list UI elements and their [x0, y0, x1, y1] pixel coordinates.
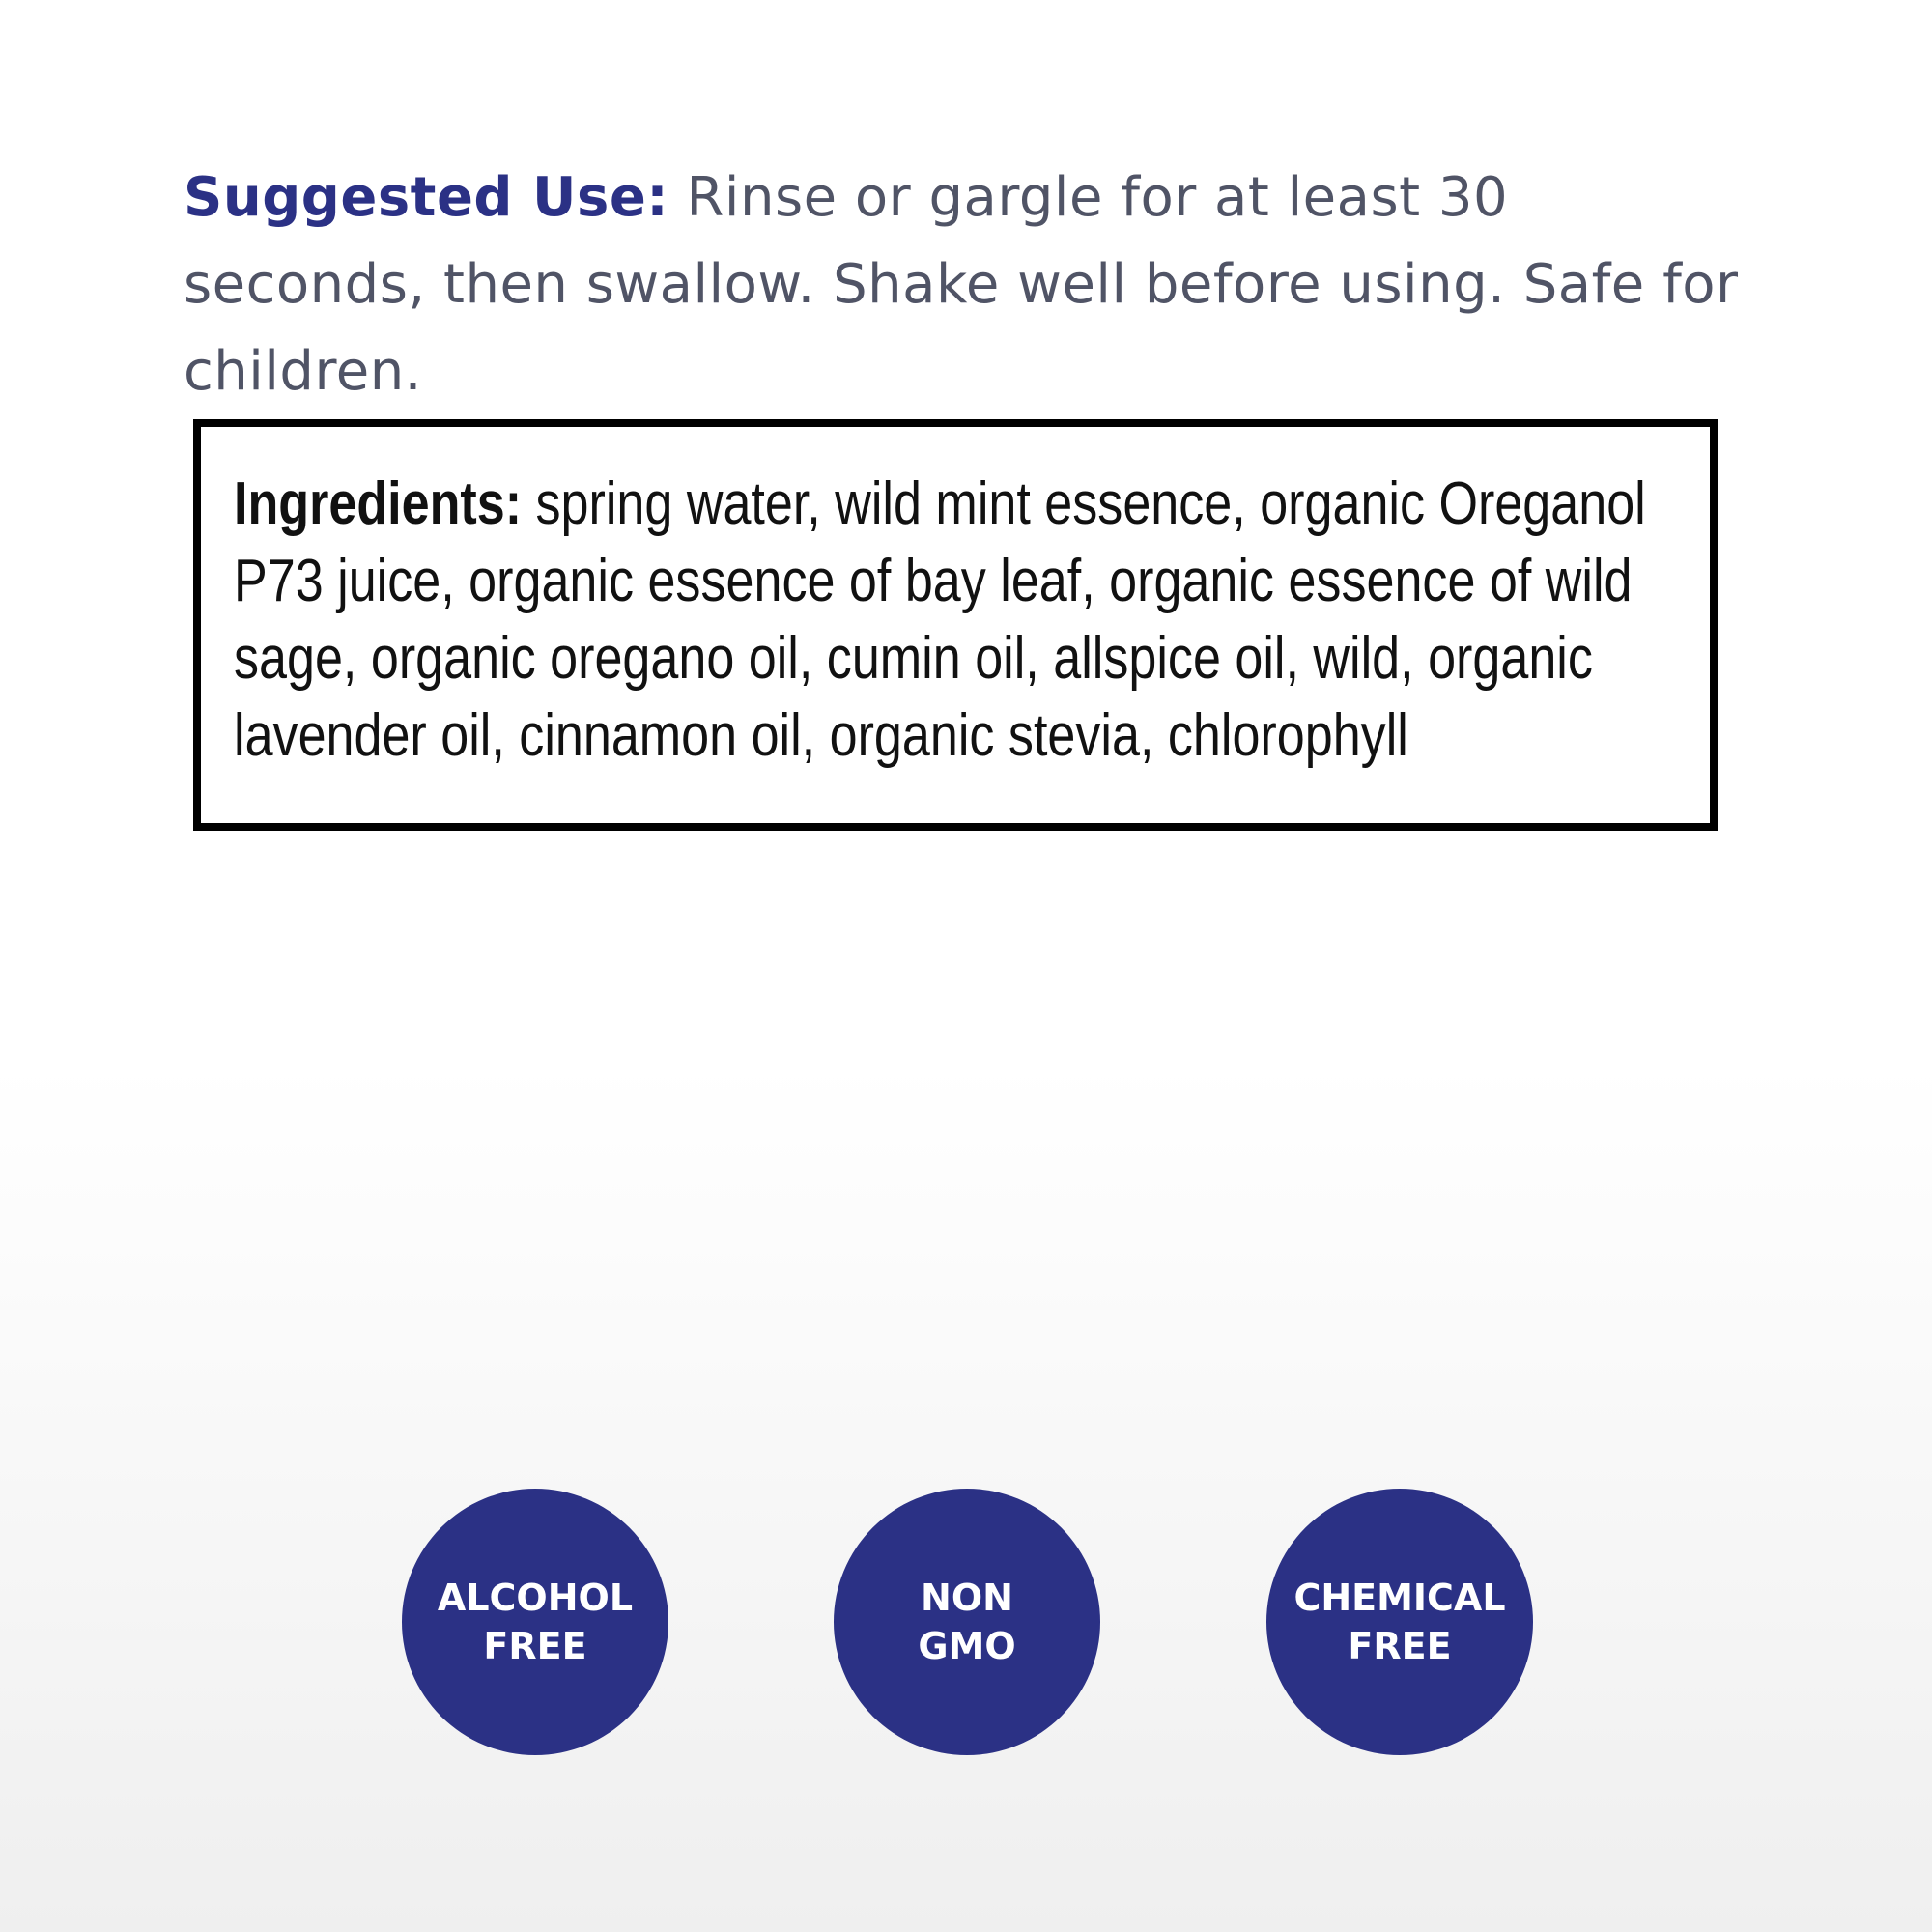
- badge-line-1: ALCOHOL: [437, 1577, 634, 1619]
- ingredients-paragraph: [234, 466, 1687, 775]
- badge-line-1: NON: [921, 1577, 1013, 1619]
- suggested-use-text: Rinse or gargle for at least 30 seconds, then swallow. Shake well before using. Safe for children.: [184, 166, 1739, 403]
- ingredients-label: Ingredients:: [234, 470, 523, 537]
- badge-line-2: FREE: [1348, 1625, 1452, 1667]
- non-gmo-badge: [834, 1489, 1100, 1755]
- chemical-free-badge: [1266, 1489, 1533, 1755]
- alcohol-free-badge: [402, 1489, 668, 1755]
- badge-line-1: CHEMICAL: [1293, 1577, 1506, 1619]
- ingredients-list: spring water, wild mint essence, organic Oreganol P73 juice, organic essence of bay leaf, organic essence of wild sage, organic oregano oil, cumin oil, allspice oil, wild, organic lavender oil, cinnamon oil, organic stevia, chlorophyll: [234, 470, 1646, 769]
- ingredients-box: [193, 419, 1718, 831]
- suggested-use-paragraph: [184, 155, 1768, 415]
- badge-line-2: GMO: [918, 1625, 1016, 1667]
- suggested-use-label: Suggested Use:: [184, 166, 669, 229]
- badge-line-2: FREE: [483, 1625, 587, 1667]
